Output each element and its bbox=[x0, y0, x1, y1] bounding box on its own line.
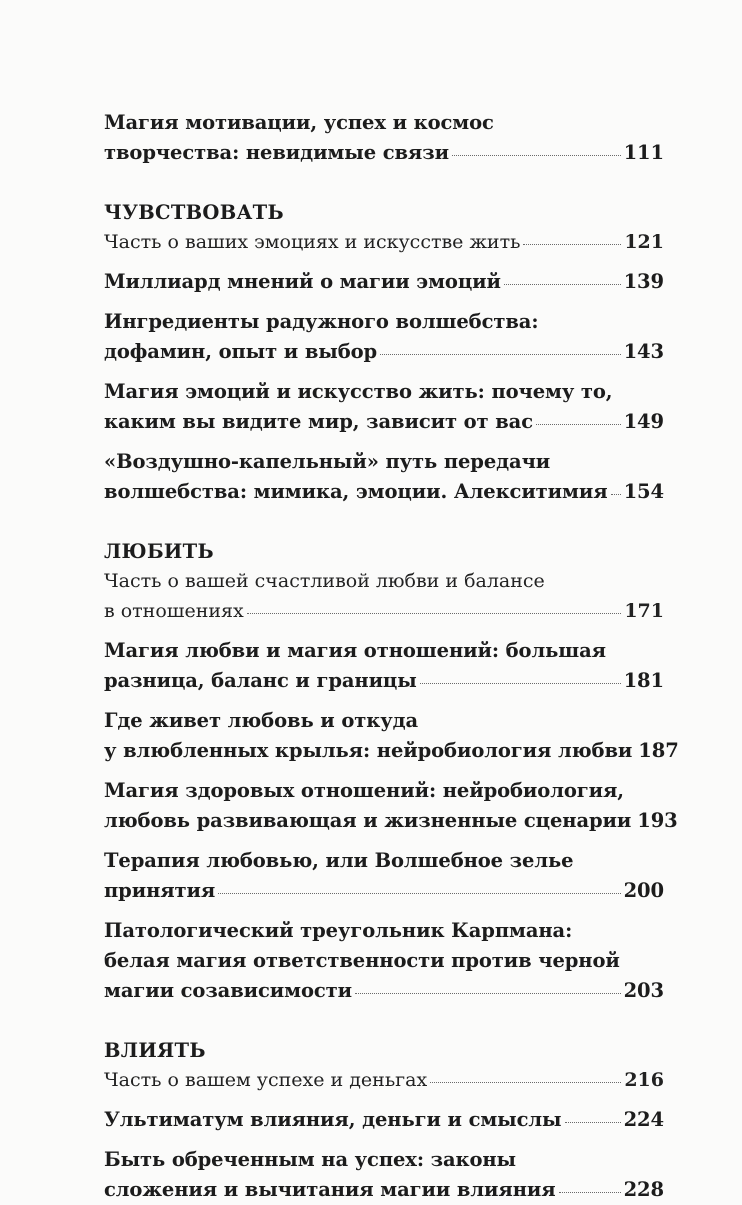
toc-entry bbox=[104, 447, 664, 507]
toc-entry-title-line: Миллиард мнений о магии эмоций bbox=[104, 270, 501, 293]
section-heading: ВЛИЯТЬ bbox=[104, 1039, 206, 1062]
page-number: 111 bbox=[623, 141, 664, 164]
toc-entry bbox=[104, 267, 664, 297]
table-of-contents bbox=[104, 108, 679, 1205]
toc-entry-title-line: магии созависимости bbox=[104, 979, 353, 1002]
toc-entry bbox=[104, 307, 664, 367]
toc-entry bbox=[104, 1105, 664, 1135]
section-heading: ЛЮБИТЬ bbox=[104, 540, 214, 563]
page-number: 154 bbox=[623, 480, 664, 503]
dot-leader bbox=[504, 284, 621, 285]
toc-entry-title-line: Магия эмоций и искусство жить: почему то, bbox=[104, 380, 613, 403]
dot-leader bbox=[420, 683, 621, 684]
toc-entry-title-line: Быть обреченным на успех: законы bbox=[104, 1148, 517, 1171]
toc-entry-title-line: разница, баланс и границы bbox=[104, 669, 417, 692]
toc-entry bbox=[104, 377, 664, 437]
toc-entry-title-line: Магия любви и магия отношений: большая bbox=[104, 639, 606, 662]
toc-entry-title-line: любовь развивающая и жизненные сценарии bbox=[104, 809, 632, 832]
toc-entry bbox=[104, 1145, 664, 1205]
page-number: 216 bbox=[624, 1069, 664, 1091]
toc-entry-title-line: Ультиматум влияния, деньги и смыслы bbox=[104, 1108, 562, 1131]
toc-entry-title-line: Патологический треугольник Карпмана: bbox=[104, 919, 573, 942]
dot-leader bbox=[523, 244, 621, 245]
section-intro bbox=[104, 227, 664, 257]
toc-entry-title-line: волшебства: мимика, эмоции. Алекситимия bbox=[104, 480, 608, 503]
dot-leader bbox=[430, 1082, 621, 1083]
section-heading: ЧУВСТВОВАТЬ bbox=[104, 201, 284, 224]
page-number: 121 bbox=[624, 231, 664, 253]
toc-entry-title-line: каким вы видите мир, зависит от вас bbox=[104, 410, 533, 433]
toc-entry bbox=[104, 916, 664, 1006]
toc-entry-title-line: творчества: невидимые связи bbox=[104, 141, 449, 164]
page-number: 203 bbox=[623, 979, 664, 1002]
page-number: 143 bbox=[623, 340, 664, 363]
toc-entry-title-line: Часть о ваших эмоциях и искусстве жить bbox=[104, 231, 521, 253]
page-number: 171 bbox=[624, 600, 664, 622]
toc-entry-title-line: в отношениях bbox=[104, 600, 244, 622]
page-number: 224 bbox=[623, 1108, 664, 1131]
toc-entry bbox=[104, 846, 664, 906]
dot-leader bbox=[452, 155, 621, 156]
toc-entry-title-line: сложения и вычитания магии влияния bbox=[104, 1178, 556, 1201]
section-intro bbox=[104, 1065, 664, 1095]
toc-entry bbox=[104, 776, 678, 836]
page-number: 149 bbox=[623, 410, 664, 433]
page-number: 187 bbox=[638, 739, 679, 762]
dot-leader bbox=[355, 993, 621, 994]
toc-entry-title-line: Часть о вашей счастливой любви и балансе bbox=[104, 570, 545, 592]
toc-entry bbox=[104, 636, 664, 696]
toc-entry-title-line: белая магия ответственности против черной bbox=[104, 949, 620, 972]
page-number: 228 bbox=[623, 1178, 664, 1201]
toc-entry-title-line: дофамин, опыт и выбор bbox=[104, 340, 378, 363]
toc-entry-title-line: у влюбленных крылья: нейробиология любви bbox=[104, 739, 633, 762]
page-number: 181 bbox=[623, 669, 664, 692]
toc-entry bbox=[104, 108, 664, 168]
dot-leader bbox=[536, 424, 621, 425]
toc-entry-title-line: Магия мотивации, успех и космос bbox=[104, 111, 494, 134]
dot-leader bbox=[559, 1192, 621, 1193]
page-number: 200 bbox=[623, 879, 664, 902]
dot-leader bbox=[380, 354, 621, 355]
toc-entry-title-line: Терапия любовью, или Волшебное зелье bbox=[104, 849, 574, 872]
dot-leader bbox=[611, 494, 621, 495]
section-intro bbox=[104, 566, 664, 626]
toc-entry bbox=[104, 706, 679, 766]
dot-leader bbox=[218, 893, 620, 894]
toc-entry-title-line: Ингредиенты радужного волшебства: bbox=[104, 310, 539, 333]
toc-entry-title-line: Часть о вашем успехе и деньгах bbox=[104, 1069, 428, 1091]
toc-entry-title-line: «Воздушно-капельный» путь передачи bbox=[104, 450, 551, 473]
page-number: 139 bbox=[623, 270, 664, 293]
page-number: 193 bbox=[637, 809, 678, 832]
toc-entry-title-line: Где живет любовь и откуда bbox=[104, 709, 419, 732]
toc-entry-title-line: Магия здоровых отношений: нейробиология, bbox=[104, 779, 624, 802]
dot-leader bbox=[247, 613, 622, 614]
toc-entry-title-line: принятия bbox=[104, 879, 216, 902]
dot-leader bbox=[565, 1122, 621, 1123]
